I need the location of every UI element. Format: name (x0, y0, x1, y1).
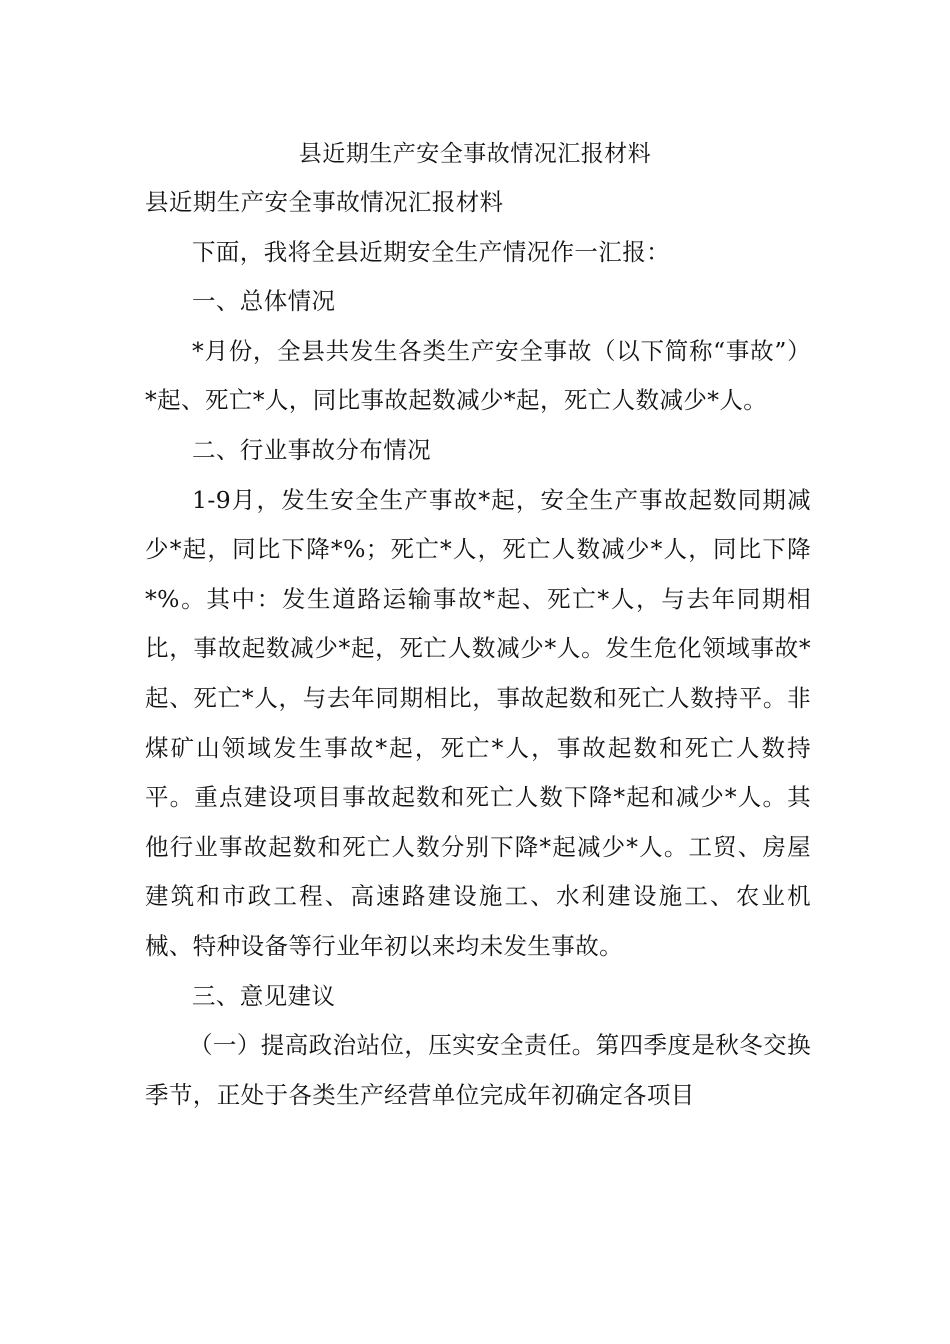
section-heading-overview: 一、总体情况 (192, 287, 336, 316)
document-body (145, 178, 811, 1120)
suggestion-paragraph-1: （一）提高政治站位，压实安全责任。第四季度是秋冬交换季节，正处于各类生产经营单位完成年初确定各项目 (145, 1031, 811, 1109)
industry-paragraph: 1-9月，发生安全生产事故*起，安全生产事故起数同期减少*起，同比下降*%；死亡*人，死亡人数减少*人，同比下降*%。其中：发生道路运输事故*起、死亡*人，与去年同期相比，事故起数减少*起，死亡人数减少*人。发生危化领域事故*起、死亡*人，与去年同期相比，事故起数和死亡人数持平。非煤矿山领域发生事故*起，死亡*人，事故起数和死亡人数持平。重点建设项目事故起数和死亡人数下降*起和减少*人。其他行业事故起数和死亡人数分别下降*起减少*人。工贸、房屋建筑和市政工程、高速路建设施工、水利建设施工、农业机械、特种设备等行业年初以来均未发生事故。 (145, 485, 811, 960)
intro-paragraph: 下面，我将全县近期安全生产情况作一汇报： (192, 237, 670, 266)
overview-paragraph: *月份，全县共发生各类生产安全事故（以下简称“事故”）*起、死亡*人，同比事故起数减少*起，死亡人数减少*人。 (145, 336, 811, 415)
section-heading-suggestions: 三、意见建议 (192, 981, 336, 1010)
repeated-title-line: 县近期生产安全事故情况汇报材料 (145, 188, 504, 216)
section-heading-industry: 二、行业事故分布情况 (192, 435, 431, 464)
document-title: 县近期生产安全事故情况汇报材料 (298, 141, 652, 167)
